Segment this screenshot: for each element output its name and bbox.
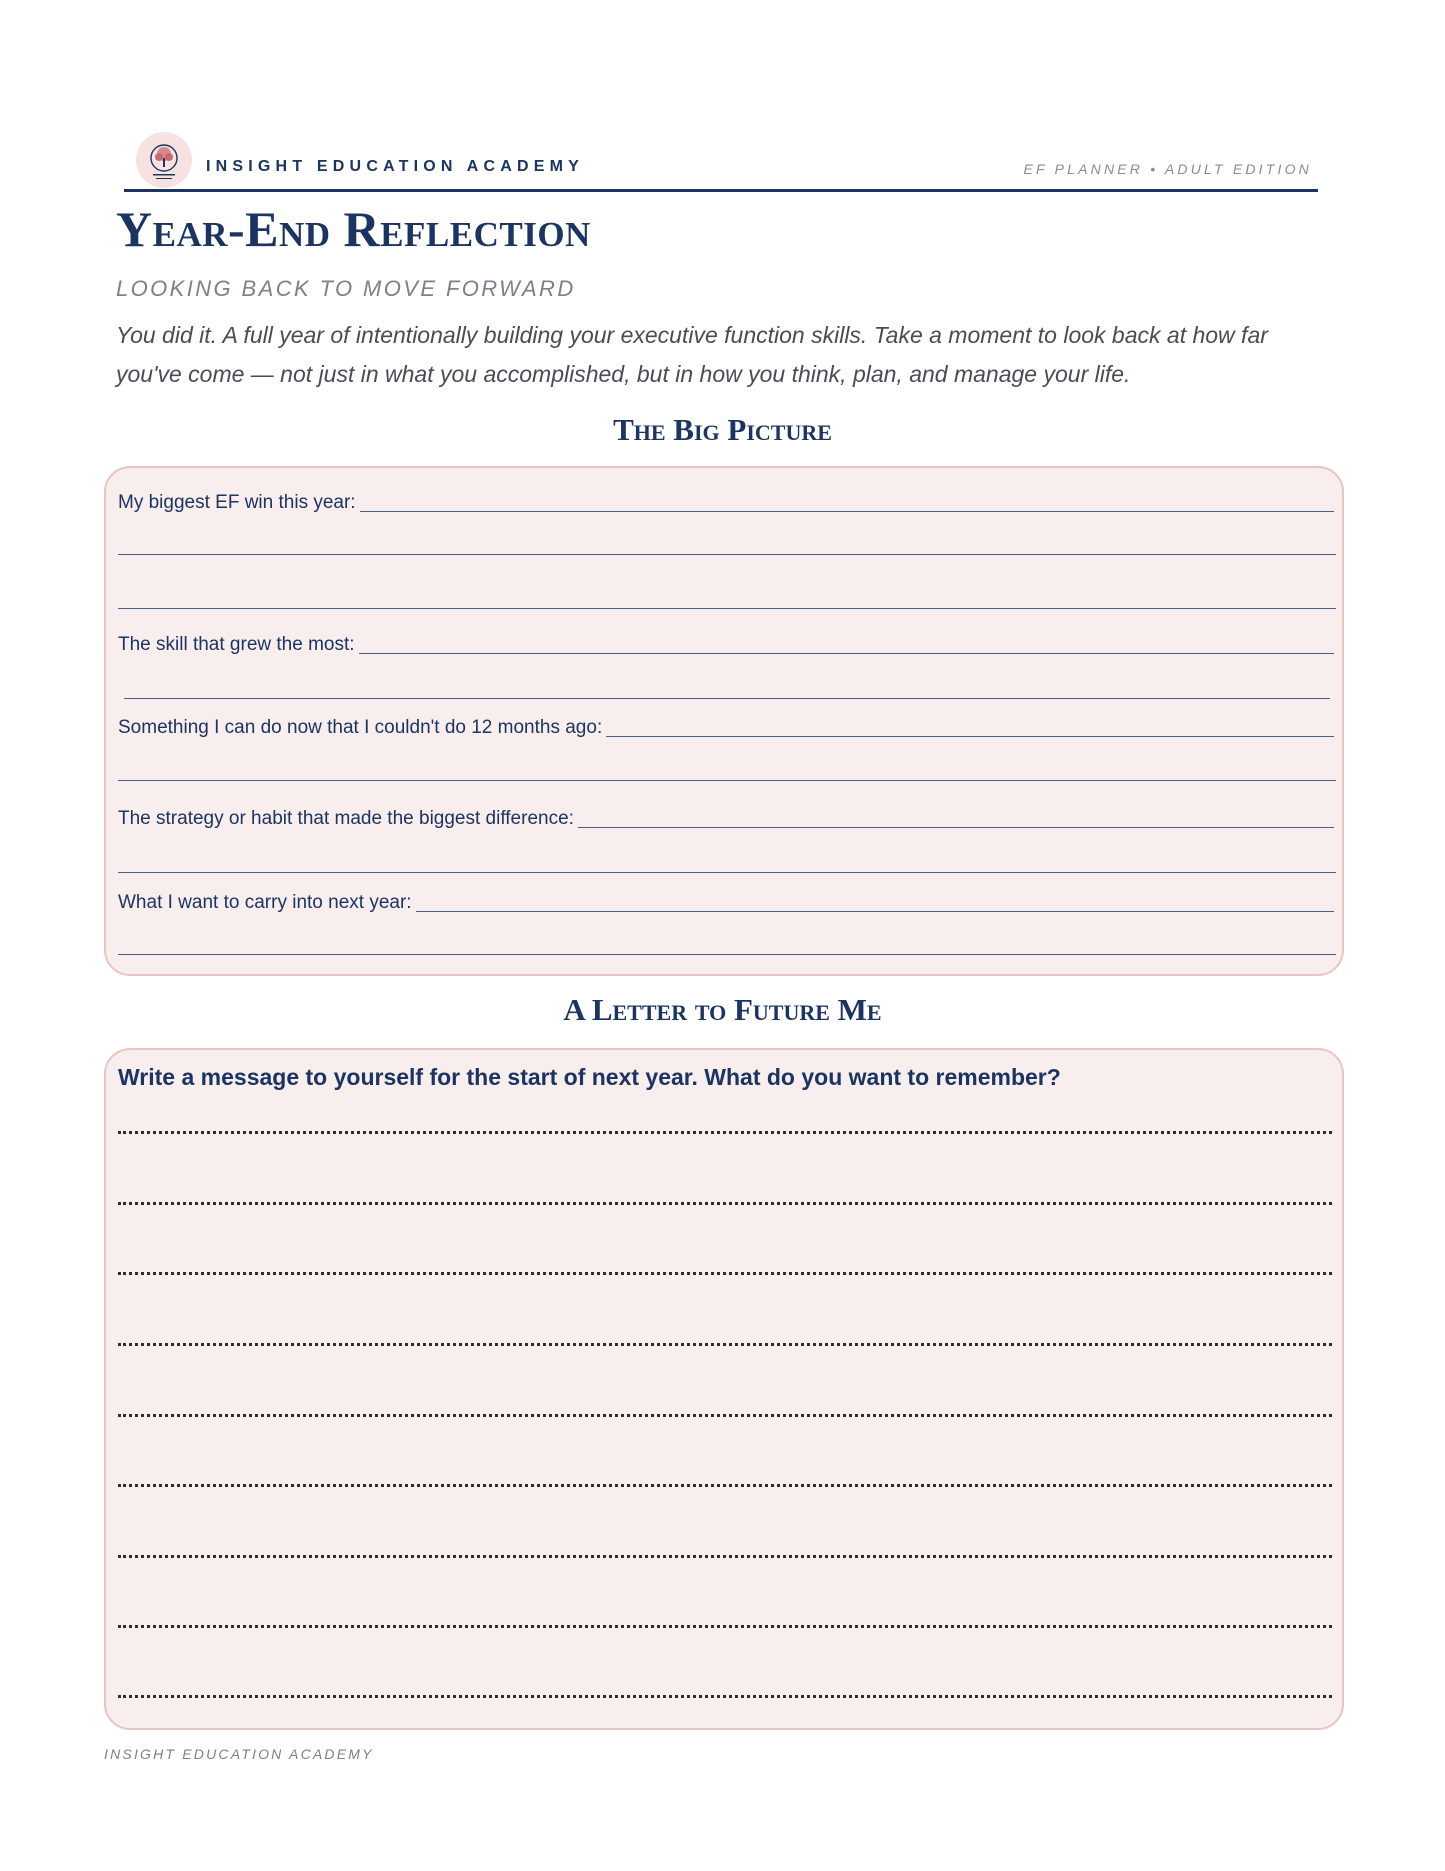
page-header bbox=[124, 128, 1318, 192]
answer-line[interactable] bbox=[578, 827, 1334, 828]
page-title: Year-End Reflection bbox=[116, 201, 591, 257]
writing-line[interactable] bbox=[118, 1695, 1332, 1698]
prompt-label: The skill that grew the most: bbox=[118, 634, 355, 655]
writing-line[interactable] bbox=[118, 1272, 1332, 1275]
answer-line[interactable] bbox=[359, 653, 1334, 654]
letter-panel bbox=[104, 1048, 1344, 1730]
big-picture-heading: The Big Picture bbox=[613, 412, 832, 447]
writing-line[interactable] bbox=[118, 1484, 1332, 1487]
prompt-label: Something I can do now that I couldn't do 12 months ago: bbox=[118, 717, 603, 738]
answer-line[interactable] bbox=[118, 872, 1336, 873]
tree-logo-icon bbox=[136, 132, 192, 188]
answer-line[interactable] bbox=[124, 698, 1330, 699]
page-subtitle: LOOKING BACK TO MOVE FORWARD bbox=[116, 276, 576, 301]
prompt-row[interactable] bbox=[118, 804, 1334, 830]
letter-prompt: Write a message to yourself for the start of next year. What do you want to remember? bbox=[118, 1064, 1061, 1090]
prompt-label: The strategy or habit that made the biggest difference: bbox=[118, 808, 574, 829]
big-picture-panel bbox=[104, 466, 1344, 976]
answer-line[interactable] bbox=[118, 608, 1336, 609]
answer-line[interactable] bbox=[118, 780, 1336, 781]
answer-line[interactable] bbox=[416, 911, 1334, 912]
writing-line[interactable] bbox=[118, 1343, 1332, 1346]
answer-line[interactable] bbox=[118, 554, 1336, 555]
edition-label: EF PLANNER • ADULT EDITION bbox=[1023, 161, 1312, 177]
prompt-label: My biggest EF win this year: bbox=[118, 492, 356, 513]
answer-line[interactable] bbox=[360, 511, 1334, 512]
writing-line[interactable] bbox=[118, 1625, 1332, 1628]
writing-line[interactable] bbox=[118, 1131, 1332, 1134]
intro-paragraph: You did it. A full year of intentionally building your executive function skills. Take a moment to look back at how far you've come — not just in what you accomplished, but in how you think, plan, and manage your life. bbox=[116, 322, 1268, 387]
footer-brand: INSIGHT EDUCATION ACADEMY bbox=[104, 1746, 374, 1762]
brand-name: INSIGHT EDUCATION ACADEMY bbox=[206, 158, 584, 175]
writing-line[interactable] bbox=[118, 1555, 1332, 1558]
prompt-row[interactable] bbox=[118, 713, 1334, 739]
writing-line[interactable] bbox=[118, 1202, 1332, 1205]
prompt-row[interactable] bbox=[118, 630, 1334, 656]
writing-line[interactable] bbox=[118, 1414, 1332, 1417]
prompt-label: What I want to carry into next year: bbox=[118, 892, 412, 913]
prompt-row[interactable] bbox=[118, 488, 1334, 514]
prompt-row[interactable] bbox=[118, 888, 1334, 914]
letter-heading: A Letter to Future Me bbox=[563, 992, 882, 1027]
answer-line[interactable] bbox=[606, 736, 1334, 737]
answer-line[interactable] bbox=[118, 954, 1336, 955]
